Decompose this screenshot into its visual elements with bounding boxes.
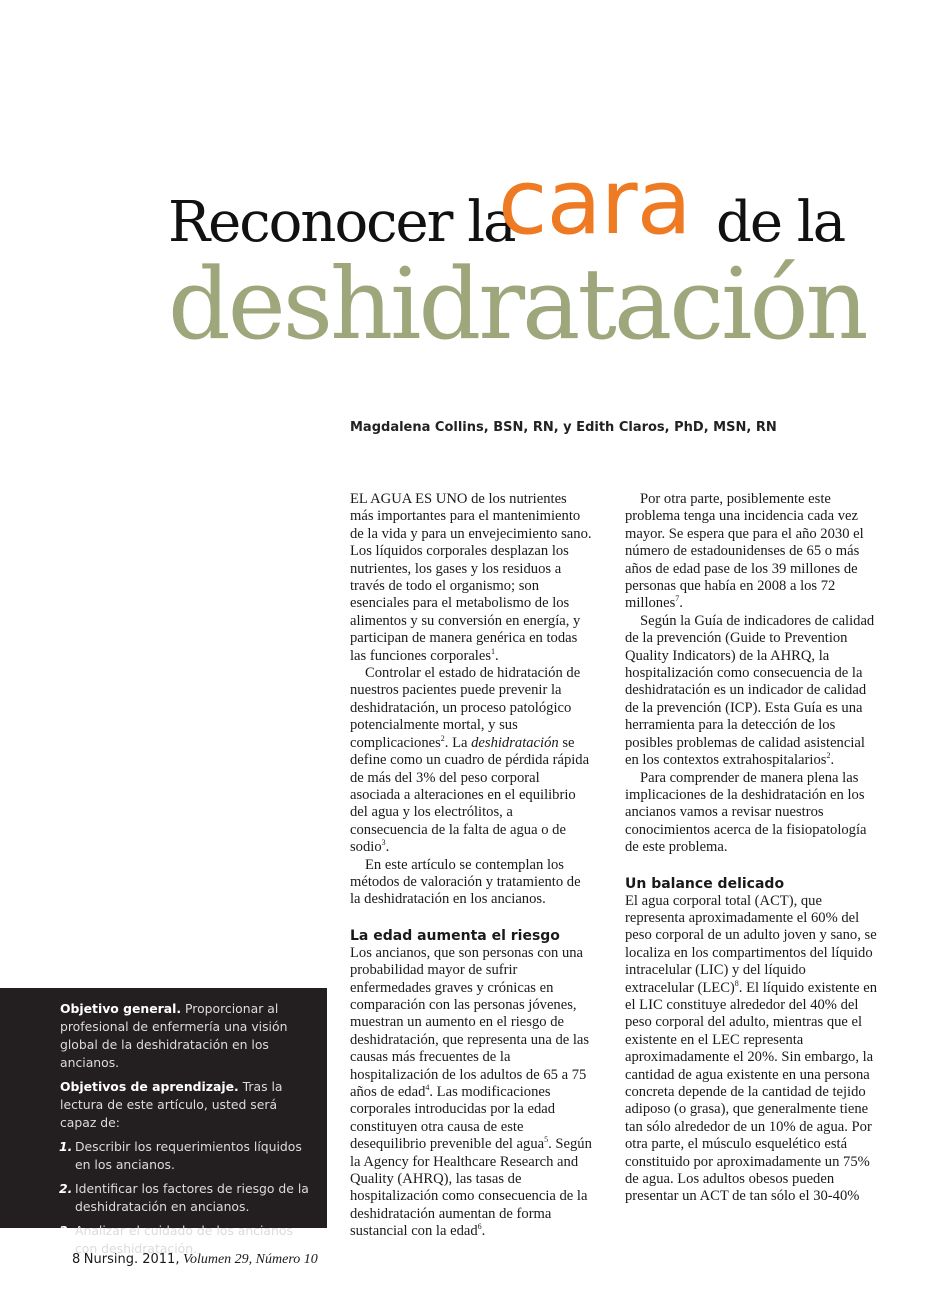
paragraph: Según la Guía de indicadores de calidad de la prevención (Guide to Prevention Quality Indicators) de la AHRQ, la hospitalización como consecuencia de la deshidratación es un indicador de calidad de la prevención (ICP). Esta Guía es una herramienta para la detección de los posibles problemas de calidad asistencial en los contextos extrahospitalarios$^2$.	[625, 612, 875, 769]
page-number: 8	[72, 1252, 81, 1267]
objective-item: 2. Identificar los factores de riesgo de la deshidratación en ancianos.	[59, 1181, 309, 1214]
volume-info: Volumen 29, Número 10	[182, 1252, 318, 1267]
section-heading: Un balance delicado	[625, 875, 785, 892]
column-2	[625, 491, 877, 1206]
paragraph: Por otra parte, posiblemente este problema tenga una incidencia cada vez mayor. Se espera que para el año 2030 el número de estadounidenses de 65 o más años de edad pase de los 39 millones de personas que había en 2008 a los 72 millones$^7$.	[625, 491, 864, 612]
general-objective: Objetivo general. Proporcionar al profesional de enfermería una visión global de la deshidratación en los ancianos.	[60, 1001, 288, 1070]
title-part-2: de la	[716, 190, 845, 255]
paragraph: Controlar el estado de hidratación de nuestros pacientes puede prevenir la deshidratación, un proceso patológico potencialmente mortal, y sus complicaciones$^2$. La deshidratación se define como un cuadro de pérdida rápida de más del 3% del peso corporal asociada a alteraciones en el equilibrio del agua y los electrólitos, a consecuencia de la falta de agua o de sodio$^3$.	[350, 665, 590, 856]
page-footer	[72, 1252, 318, 1268]
title-line-1	[168, 150, 868, 260]
paragraph: En este artículo se contemplan los métodos de valoración y tratamiento de la deshidratación en los ancianos.	[350, 856, 581, 908]
paragraph: Los ancianos, que son personas con una probabilidad mayor de sufrir enfermedades graves y crónicas en comparación con las personas jóvenes, muestran un aumento en el riesgo de deshidratación, que representa una de las causas más frecuentes de la hospitalización de los adultos de 65 a 75 años de edad$^4$. Las modificaciones corporales introducidas por la edad constituyen otra causa de este desequilibrio prevenible del agua$^5$. Según la Agency for Healthcare Research and Quality (AHRQ), las tasas de hospitalización como consecuencia de la deshidratación aumentan de forma sustancial con la edad$^6$.	[350, 944, 592, 1240]
objectives-box	[0, 988, 327, 1256]
paragraph: EL AGUA ES UNO de los nutrientes más importantes para el mantenimiento de la vida y para un envejecimiento sano. Los líquidos corporales desplazan los nutrientes, los gases y los residuos a través de todo el organismo; son esenciales para el metabolismo de los alimentos y su conversión en energía, y participan de manera genérica en todas las funciones corporales$^1$.	[350, 491, 592, 664]
section-heading: La edad aumenta el riesgo	[350, 927, 560, 944]
paragraph: Para comprender de manera plena las implicaciones de la deshidratación en los ancianos vamos a revisar nuestros conocimientos acerca de la fisiopatología de este problema.	[625, 769, 867, 856]
column-1	[350, 491, 592, 1241]
objective-item: 1. Describir los requerimientos líquidos en los ancianos.	[59, 1139, 302, 1172]
objective-item: 3. Analizar el cuidado de los ancianos con deshidratación.	[59, 1223, 293, 1256]
paragraph: El agua corporal total (ACT), que representa aproximadamente el 60% del peso corporal de un adulto joven y sano, se localiza en los compartimentos del líquido intracelular (LIC) y del líquido extracelular (LEC)$^8$. El líquido existente en el LIC constituye alrededor del 40% del peso corporal del adulto, mientras que el existente en el LEC representa aproximadamente el 20%. Sin embargo, la cantidad de agua existente en una persona concreta depende de la cantidad de tejido adiposo (o grasa), que generalmente tiene tan sólo alrededor de un 10% de agua. Por otra parte, el músculo esquelético está constituido por aproximadamente un 75% de agua. Los adultos obesos pueden presentar un ACT de tan sólo el 30-40%	[625, 892, 878, 1205]
authors: Magdalena Collins, BSN, RN, y Edith Claros, PhD, MSN, RN	[350, 420, 777, 435]
journal-name: Nursing. 2011,	[83, 1252, 180, 1267]
title-highlight: cara	[498, 150, 691, 255]
learning-objectives: Objetivos de aprendizaje. Tras la lectura de este artículo, usted será capaz de:	[60, 1079, 283, 1130]
title-part-1: Reconocer la	[168, 190, 515, 255]
title-line-2: deshidratación	[168, 248, 866, 362]
